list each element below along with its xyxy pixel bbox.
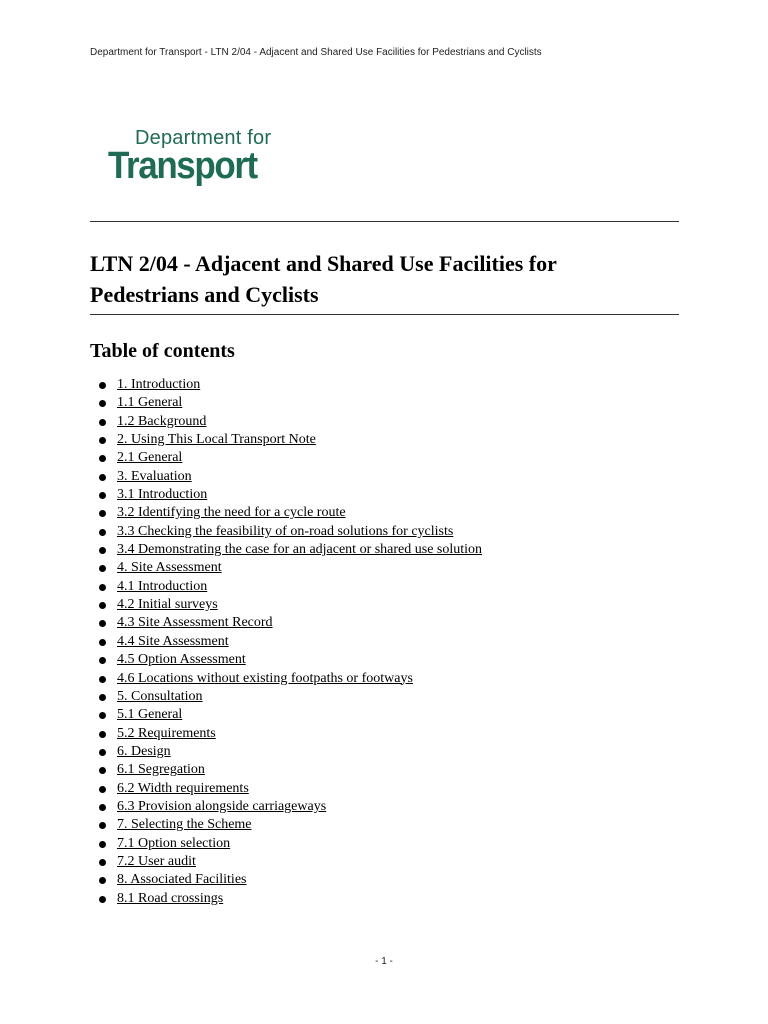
toc-link[interactable]: 4.2 Initial surveys [117, 597, 218, 613]
bullet-icon [99, 859, 106, 866]
bullet-icon [99, 529, 106, 536]
toc-link[interactable]: 1.2 Background [117, 413, 207, 429]
toc-link[interactable]: 2. Using This Local Transport Note [117, 432, 316, 448]
bullet-icon [99, 804, 106, 811]
toc-link[interactable]: 7.1 Option selection [117, 835, 231, 851]
bullet-icon [99, 712, 106, 719]
toc-item [90, 816, 482, 834]
toc-link[interactable]: 3.1 Introduction [117, 487, 208, 503]
toc-item [90, 468, 482, 486]
toc-item [90, 614, 482, 632]
bullet-icon [99, 731, 106, 738]
toc-item [90, 376, 482, 394]
toc-link[interactable]: 4.1 Introduction [117, 578, 208, 594]
bullet-icon [99, 749, 106, 756]
toc-item [90, 835, 482, 853]
bullet-icon [99, 877, 106, 884]
toc-item [90, 798, 482, 816]
toc-item [90, 413, 482, 431]
bullet-icon [99, 437, 106, 444]
logo-line1: Department for [135, 127, 272, 149]
toc-link[interactable]: 4.3 Site Assessment Record [117, 615, 273, 631]
toc-link[interactable]: 5.2 Requirements [117, 725, 216, 741]
toc-link[interactable]: 4.5 Option Assessment [117, 652, 246, 668]
toc-heading: Table of contents [90, 340, 235, 362]
toc-item [90, 449, 482, 467]
toc-link[interactable]: 3.4 Demonstrating the case for an adjacent or shared use solution [117, 542, 483, 558]
toc-item [90, 559, 482, 577]
toc-item [90, 780, 482, 798]
toc-item [90, 596, 482, 614]
bullet-icon [99, 822, 106, 829]
bullet-icon [99, 639, 106, 646]
bullet-icon [99, 841, 106, 848]
toc-item [90, 890, 482, 908]
toc-item [90, 431, 482, 449]
toc-item [90, 688, 482, 706]
toc-link[interactable]: 3. Evaluation [117, 468, 192, 484]
toc-item [90, 523, 482, 541]
toc-item [90, 504, 482, 522]
bullet-icon [99, 382, 106, 389]
bullet-icon [99, 786, 106, 793]
toc-link[interactable]: 3.3 Checking the feasibility of on-road solutions for cyclists [117, 523, 454, 539]
bullet-icon [99, 419, 106, 426]
toc-link[interactable]: 6.1 Segregation [117, 762, 205, 778]
toc-link[interactable]: 4. Site Assessment [117, 560, 222, 576]
bullet-icon [99, 400, 106, 407]
toc-item [90, 633, 482, 651]
bullet-icon [99, 657, 106, 664]
toc-link[interactable]: 4.4 Site Assessment [117, 633, 229, 649]
toc-link[interactable]: 8. Associated Facilities [117, 872, 247, 888]
toc-link[interactable]: 6.2 Width requirements [117, 780, 249, 796]
toc-link[interactable]: 5. Consultation [117, 688, 203, 704]
running-header: Department for Transport - LTN 2/04 - Adjacent and Shared Use Facilities for Pedestrians and Cyclists [90, 47, 542, 58]
toc-link[interactable]: 5.1 General [117, 707, 183, 723]
bullet-icon [99, 620, 106, 627]
bullet-icon [99, 510, 106, 517]
toc-item [90, 394, 482, 412]
bullet-icon [99, 455, 106, 462]
toc-link[interactable]: 6. Design [117, 743, 171, 759]
toc-item [90, 541, 482, 559]
bullet-icon [99, 584, 106, 591]
toc-link[interactable]: 8.1 Road crossings [117, 890, 224, 906]
divider-bottom [90, 314, 679, 315]
toc-item [90, 670, 482, 688]
toc-item [90, 725, 482, 743]
page-number: - 1 - [375, 956, 393, 967]
bullet-icon [99, 694, 106, 701]
bullet-icon [99, 565, 106, 572]
bullet-icon [99, 474, 106, 481]
bullet-icon [99, 547, 106, 554]
toc-link[interactable]: 6.3 Provision alongside carriageways [117, 798, 327, 814]
document-title: LTN 2/04 - Adjacent and Shared Use Facilities for Pedestrians and Cyclists [90, 251, 557, 307]
toc-item [90, 761, 482, 779]
toc-item [90, 871, 482, 889]
toc-link[interactable]: 7. Selecting the Scheme [117, 817, 252, 833]
bullet-icon [99, 602, 106, 609]
toc-link[interactable]: 1. Introduction [117, 377, 201, 392]
bullet-icon [99, 896, 106, 903]
toc-item [90, 486, 482, 504]
toc-item [90, 578, 482, 596]
toc-item [90, 706, 482, 724]
logo-line2: Transport [108, 145, 257, 187]
toc-link[interactable]: 4.6 Locations without existing footpaths or footways [117, 670, 413, 686]
bullet-icon [99, 767, 106, 774]
toc-item [90, 853, 482, 871]
toc-item [90, 651, 482, 669]
toc-link[interactable]: 2.1 General [117, 450, 183, 466]
divider-top [90, 221, 679, 222]
bullet-icon [99, 676, 106, 683]
toc-item [90, 743, 482, 761]
department-for-transport-logo [108, 127, 288, 193]
toc-link[interactable]: 7.2 User audit [117, 853, 196, 869]
toc-link[interactable]: 3.2 Identifying the need for a cycle route [117, 505, 346, 521]
bullet-icon [99, 492, 106, 499]
toc-link[interactable]: 1.1 General [117, 395, 183, 411]
table-of-contents [90, 376, 482, 908]
